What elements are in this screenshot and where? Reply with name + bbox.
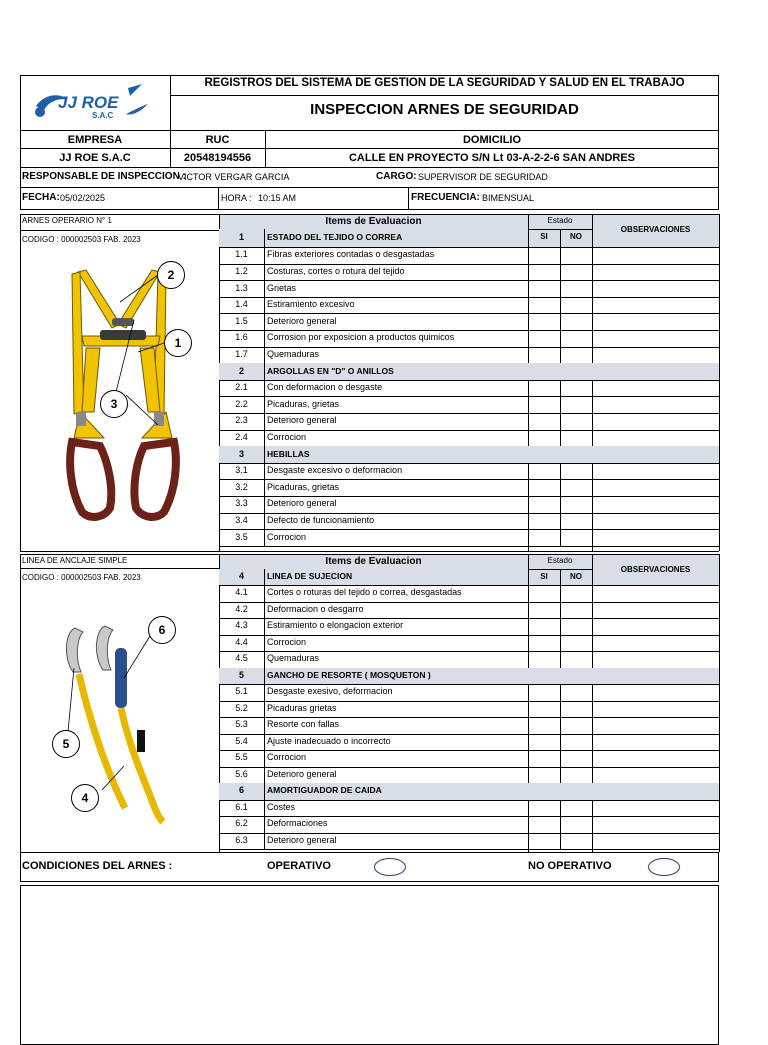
observation-field[interactable]	[592, 313, 719, 330]
si-checkbox[interactable]	[528, 816, 560, 833]
item-number: 2.1	[235, 382, 248, 393]
cargo-value: SUPERVISOR DE SEGURIDAD	[418, 172, 548, 182]
item-number: 4.2	[235, 603, 248, 614]
no-checkbox[interactable]	[560, 264, 592, 281]
divider	[719, 554, 720, 852]
divider	[560, 229, 561, 247]
observation-field[interactable]	[592, 330, 719, 347]
no-checkbox[interactable]	[560, 602, 592, 619]
category-title: HEBILLAS	[267, 448, 310, 459]
item-description: Corrosion por exposicion a productos quimicos	[267, 332, 455, 343]
item-description: Quemaduras	[267, 653, 320, 664]
si-checkbox[interactable]	[528, 280, 560, 297]
item-description: Corrocion	[267, 431, 307, 442]
category-row-shade	[219, 569, 528, 585]
si-checkbox[interactable]	[528, 347, 560, 364]
no-checkbox[interactable]	[560, 800, 592, 817]
divider	[719, 214, 720, 551]
observation-field[interactable]	[592, 833, 719, 850]
no-checkbox[interactable]	[560, 734, 592, 751]
divider	[264, 347, 265, 364]
callout-6: 6	[148, 616, 176, 644]
observation-field[interactable]	[592, 800, 719, 817]
operativo-label: OPERATIVO	[267, 860, 331, 872]
item-number: 5.6	[235, 768, 248, 779]
observation-field[interactable]	[592, 413, 719, 430]
item-description: Deformaciones	[267, 818, 328, 829]
divider	[560, 569, 561, 585]
callout-5: 5	[52, 730, 80, 758]
operativo-checkbox[interactable]	[374, 858, 406, 876]
divider	[264, 783, 265, 800]
logo-text: JJ ROE	[58, 93, 119, 112]
divider	[20, 551, 719, 552]
divider	[264, 297, 265, 314]
equipment-code: CODIGO : 000002503 FAB. 2023	[22, 573, 141, 582]
item-number: 4.3	[235, 620, 248, 631]
item-description: Deterioro general	[267, 768, 337, 779]
company-logo	[30, 80, 160, 126]
observation-field[interactable]	[592, 347, 719, 364]
callout-4: 4	[71, 784, 99, 812]
observation-field[interactable]	[592, 684, 719, 701]
ruc-value: 20548194556	[183, 152, 252, 164]
no-checkbox[interactable]	[560, 330, 592, 347]
item-number: 1	[238, 232, 244, 242]
item-number: 3	[238, 448, 244, 459]
item-number: 3.5	[235, 531, 248, 542]
empresa-value: JJ ROE S.A.C	[59, 152, 131, 164]
item-number: 4.4	[235, 636, 248, 647]
item-description: Corrocion	[267, 636, 307, 647]
divider	[264, 684, 265, 701]
item-description: Grietas	[267, 282, 297, 293]
divider	[264, 313, 265, 330]
si-checkbox[interactable]	[528, 247, 560, 264]
si-header: SI	[540, 572, 548, 581]
divider	[20, 852, 719, 853]
divider	[264, 800, 265, 817]
items-header: Items de Evaluacion	[325, 216, 422, 227]
cargo-label: CARGO:	[376, 171, 417, 182]
item-number: 1.6	[235, 332, 248, 343]
divider	[264, 446, 265, 463]
divider	[408, 187, 409, 210]
item-number: 6.2	[235, 818, 248, 829]
hora-value: 10:15 AM	[258, 193, 297, 203]
observation-field[interactable]	[592, 734, 719, 751]
si-checkbox[interactable]	[528, 380, 560, 397]
observation-field[interactable]	[592, 701, 719, 718]
si-checkbox[interactable]	[528, 396, 560, 413]
no-checkbox[interactable]	[560, 313, 592, 330]
si-checkbox[interactable]	[528, 800, 560, 817]
category-title: ARGOLLAS EN "D" O ANILLOS	[267, 365, 394, 376]
item-number: 5.4	[235, 735, 248, 746]
observation-field[interactable]	[592, 430, 719, 447]
no-checkbox[interactable]	[560, 635, 592, 652]
observation-field[interactable]	[592, 585, 719, 602]
no-checkbox[interactable]	[560, 280, 592, 297]
category-title: LINEA DE SUJECION	[267, 571, 353, 581]
divider	[20, 148, 719, 149]
no-checkbox[interactable]	[560, 618, 592, 635]
callout-leaders	[20, 230, 219, 530]
no-checkbox[interactable]	[560, 767, 592, 784]
item-number: 1.5	[235, 315, 248, 326]
divider	[264, 247, 265, 264]
fecha-label: FECHA:	[22, 192, 60, 203]
si-checkbox[interactable]	[528, 717, 560, 734]
divider	[264, 651, 265, 668]
item-description: Costuras, cortes o rotura del tejido	[267, 265, 405, 276]
no-checkbox[interactable]	[560, 347, 592, 364]
si-checkbox[interactable]	[528, 463, 560, 480]
no-checkbox[interactable]	[560, 513, 592, 530]
observation-field[interactable]	[592, 297, 719, 314]
si-checkbox[interactable]	[528, 618, 560, 635]
divider	[264, 833, 265, 850]
conditions-label: CONDICIONES DEL ARNES :	[22, 860, 173, 872]
no-checkbox[interactable]	[560, 430, 592, 447]
item-number: 1.2	[235, 265, 248, 276]
no-checkbox[interactable]	[560, 717, 592, 734]
frecuencia-label: FRECUENCIA:	[411, 192, 480, 203]
item-number: 2.4	[235, 431, 248, 442]
divider	[264, 701, 265, 718]
item-description: Picaduras, grietas	[267, 481, 340, 492]
observation-field[interactable]	[592, 280, 719, 297]
no-header: NO	[570, 232, 582, 241]
si-checkbox[interactable]	[528, 750, 560, 767]
si-checkbox[interactable]	[528, 833, 560, 850]
item-number: 3.2	[235, 481, 248, 492]
si-checkbox[interactable]	[528, 479, 560, 496]
item-number: 6.1	[235, 801, 248, 812]
estado-header: Estado	[547, 216, 573, 225]
si-checkbox[interactable]	[528, 496, 560, 513]
observation-field[interactable]	[592, 651, 719, 668]
item-number: 2.3	[235, 415, 248, 426]
fecha-value: 05/02/2025	[60, 193, 106, 203]
si-header: SI	[540, 232, 548, 241]
si-checkbox[interactable]	[528, 734, 560, 751]
observation-field[interactable]	[592, 513, 719, 530]
item-number: 6.3	[235, 834, 248, 845]
divider	[20, 130, 719, 131]
item-number: 5	[238, 669, 244, 680]
no-checkbox[interactable]	[560, 833, 592, 850]
no-header: NO	[570, 572, 582, 581]
item-number: 1.4	[235, 299, 248, 310]
observation-field[interactable]	[592, 463, 719, 480]
no-checkbox[interactable]	[560, 413, 592, 430]
no-checkbox[interactable]	[560, 816, 592, 833]
divider	[20, 187, 719, 188]
si-checkbox[interactable]	[528, 330, 560, 347]
category-title: GANCHO DE RESORTE ( MOSQUETON )	[267, 669, 431, 680]
responsable-value: VICTOR VERGAR GARCIA	[178, 172, 290, 182]
divider	[264, 396, 265, 413]
no-checkbox[interactable]	[560, 750, 592, 767]
no-checkbox[interactable]	[560, 247, 592, 264]
domicilio-value: CALLE EN PROYECTO S/N Lt 03-A-2-2-6 SAN ANDRES	[348, 152, 636, 164]
no-checkbox[interactable]	[560, 529, 592, 546]
no-operativo-checkbox[interactable]	[648, 858, 680, 876]
no-checkbox[interactable]	[560, 496, 592, 513]
divider	[264, 513, 265, 530]
observaciones-header: OBSERVACIONES	[620, 225, 691, 234]
item-description: Deterioro general	[267, 315, 337, 326]
item-description: Picaduras, grietas	[267, 398, 340, 409]
divider	[264, 618, 265, 635]
no-checkbox[interactable]	[560, 463, 592, 480]
item-number: 2.2	[235, 398, 248, 409]
frecuencia-value: BIMENSUAL	[482, 193, 535, 203]
divider	[20, 167, 719, 168]
callout-1: 1	[164, 329, 192, 357]
item-description: Estiramiento o elongacion exterior	[267, 620, 404, 631]
divider	[264, 264, 265, 281]
no-checkbox[interactable]	[560, 684, 592, 701]
no-checkbox[interactable]	[560, 479, 592, 496]
divider	[170, 95, 719, 96]
item-number: 3.1	[235, 465, 248, 476]
equipment-code: CODIGO : 000002503 FAB. 2023	[22, 235, 141, 244]
logo-subtext: S.A.C	[92, 111, 114, 120]
item-number: 5.5	[235, 752, 248, 763]
divider	[264, 816, 265, 833]
si-checkbox[interactable]	[528, 513, 560, 530]
item-number: 3.4	[235, 514, 248, 525]
item-description: Con deformacion o desgaste	[267, 382, 383, 393]
category-title: AMORTIGUADOR DE CAIDA	[267, 785, 382, 796]
si-checkbox[interactable]	[528, 701, 560, 718]
item-number: 6	[238, 785, 244, 796]
si-checkbox[interactable]	[528, 684, 560, 701]
item-number: 3.3	[235, 498, 248, 509]
si-checkbox[interactable]	[528, 651, 560, 668]
item-description: Deterioro general	[267, 415, 337, 426]
item-description: Estiramiento excesivo	[267, 299, 355, 310]
divider	[264, 668, 265, 685]
divider	[264, 750, 265, 767]
hora-label: HORA :	[221, 193, 252, 203]
observation-field[interactable]	[592, 396, 719, 413]
divider	[264, 734, 265, 751]
notes-area[interactable]	[20, 885, 719, 1045]
divider	[20, 214, 719, 215]
si-checkbox[interactable]	[528, 264, 560, 281]
si-checkbox[interactable]	[528, 767, 560, 784]
item-description: Deformacion o desgarro	[267, 603, 364, 614]
item-description: Fibras exteriores contadas o desgastadas	[267, 249, 435, 260]
divider	[264, 463, 265, 480]
divider	[264, 767, 265, 784]
si-checkbox[interactable]	[528, 635, 560, 652]
divider	[264, 380, 265, 397]
item-number: 5.3	[235, 719, 248, 730]
observation-field[interactable]	[592, 717, 719, 734]
divider	[264, 635, 265, 652]
item-description: Ajuste inadecuado o incorrecto	[267, 735, 391, 746]
ruc-label: RUC	[205, 134, 230, 146]
observation-field[interactable]	[592, 750, 719, 767]
divider	[264, 430, 265, 447]
divider	[264, 717, 265, 734]
si-checkbox[interactable]	[528, 585, 560, 602]
si-checkbox[interactable]	[528, 413, 560, 430]
domicilio-label: DOMICILIO	[462, 134, 522, 146]
equipment-name: LINEA DE ANCLAJE SIMPLE	[22, 556, 128, 565]
divider	[264, 496, 265, 513]
divider	[264, 280, 265, 297]
equipment-name: ARNES OPERARIO N° 1	[22, 216, 112, 225]
item-description: Desgaste exesivo, deformacion	[267, 686, 393, 697]
divider	[264, 363, 265, 380]
si-checkbox[interactable]	[528, 529, 560, 546]
system-title: REGISTROS DEL SISTEMA DE GESTION DE LA SEGURIDAD Y SALUD EN EL TRABAJO	[204, 77, 685, 89]
items-header: Items de Evaluacion	[325, 556, 422, 567]
callout-2: 2	[157, 261, 185, 289]
divider	[218, 187, 219, 210]
divider	[219, 849, 719, 850]
divider	[264, 229, 265, 247]
callout-3: 3	[100, 390, 128, 418]
divider	[264, 413, 265, 430]
item-description: Cortes o roturas del tejido o correa, desgastadas	[267, 587, 462, 598]
divider	[20, 554, 719, 555]
observation-field[interactable]	[592, 635, 719, 652]
observation-field[interactable]	[592, 247, 719, 264]
item-number: 1.7	[235, 348, 248, 359]
item-description: Defecto de funcionamiento	[267, 514, 375, 525]
observation-field[interactable]	[592, 479, 719, 496]
empresa-label: EMPRESA	[67, 134, 123, 146]
item-number: 1.3	[235, 282, 248, 293]
divider	[264, 569, 265, 585]
callout-leaders	[20, 568, 219, 853]
item-number: 5.2	[235, 702, 248, 713]
item-description: Deterioro general	[267, 834, 337, 845]
item-description: Corrocion	[267, 752, 307, 763]
estado-header: Estado	[547, 556, 573, 565]
category-title: ESTADO DEL TEJIDO O CORREA	[267, 232, 403, 242]
observation-field[interactable]	[592, 816, 719, 833]
item-number: 5.1	[235, 686, 248, 697]
observation-field[interactable]	[592, 602, 719, 619]
item-description: Quemaduras	[267, 348, 320, 359]
divider	[219, 546, 719, 547]
observation-field[interactable]	[592, 767, 719, 784]
divider	[20, 214, 21, 551]
no-checkbox[interactable]	[560, 651, 592, 668]
no-checkbox[interactable]	[560, 396, 592, 413]
observation-field[interactable]	[592, 529, 719, 546]
si-checkbox[interactable]	[528, 297, 560, 314]
no-checkbox[interactable]	[560, 297, 592, 314]
item-description: Corrocion	[267, 531, 307, 542]
observaciones-header: OBSERVACIONES	[620, 565, 691, 574]
item-description: Desgaste excesivo o deformacion	[267, 465, 403, 476]
si-checkbox[interactable]	[528, 313, 560, 330]
si-checkbox[interactable]	[528, 430, 560, 447]
divider	[20, 554, 21, 852]
divider	[264, 330, 265, 347]
item-description: Resorte con fallas	[267, 719, 340, 730]
si-checkbox[interactable]	[528, 602, 560, 619]
item-number: 1.1	[235, 249, 248, 260]
document-title: INSPECCION ARNES DE SEGURIDAD	[310, 101, 579, 118]
observation-field[interactable]	[592, 618, 719, 635]
observation-field[interactable]	[592, 496, 719, 513]
observation-field[interactable]	[592, 264, 719, 281]
no-operativo-label: NO OPERATIVO	[528, 860, 612, 872]
divider	[264, 529, 265, 546]
item-number: 2	[238, 365, 244, 376]
no-checkbox[interactable]	[560, 380, 592, 397]
item-number: 4.5	[235, 653, 248, 664]
responsable-label: RESPONSABLE DE INSPECCION :	[22, 171, 186, 182]
divider	[264, 602, 265, 619]
no-checkbox[interactable]	[560, 585, 592, 602]
item-number: 4	[238, 571, 244, 581]
divider	[264, 479, 265, 496]
item-description: Deterioro general	[267, 498, 337, 509]
item-description: Costes	[267, 801, 296, 812]
no-checkbox[interactable]	[560, 701, 592, 718]
item-description: Picaduras grietas	[267, 702, 337, 713]
item-number: 4.1	[235, 587, 248, 598]
divider	[264, 585, 265, 602]
observation-field[interactable]	[592, 380, 719, 397]
